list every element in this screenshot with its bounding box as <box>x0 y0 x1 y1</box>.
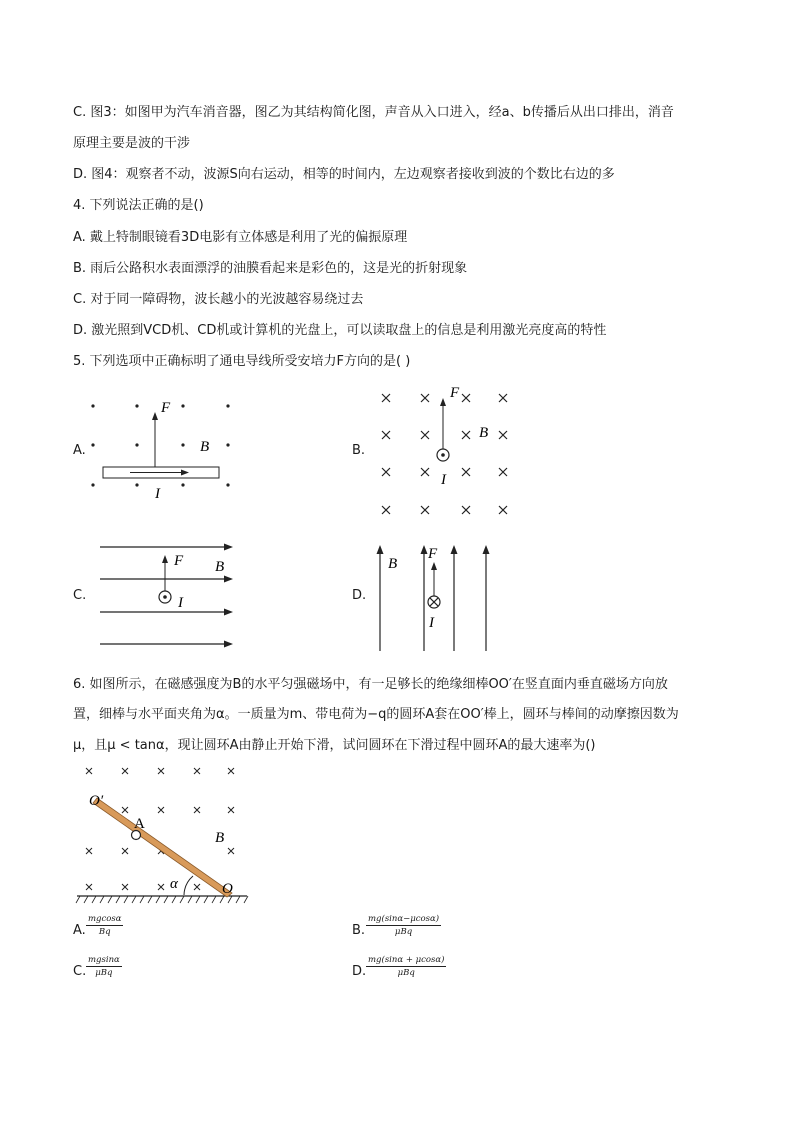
q6-stem-line3: μ，且μ < tanα，现让圆环A由静止开始下滑，试问圆环在下滑过程中圆环A的最大速率为() <box>73 738 596 753</box>
q3-option-c-line1: C. 图3：如图甲为汽车消音器，图乙为其结构简化图，声音从入口进入，经a、b传播后从出口排出，消音 <box>73 105 674 120</box>
q6-option-b-numerator: mg(sinα−μcosα) <box>368 914 440 924</box>
q5-figure-c <box>97 535 242 655</box>
q5b-current-label: I <box>441 472 446 488</box>
q6-option-a-numerator: mgcosα <box>88 914 122 924</box>
q6-label-field-b: B <box>215 830 225 846</box>
q5-figure-b <box>375 382 520 522</box>
q5c-field-label: B <box>215 559 225 575</box>
q5d-field-label: B <box>388 556 398 572</box>
q5-option-d-label: D. <box>352 588 367 603</box>
q6-option-d-fraction <box>366 955 446 978</box>
q6-option-c-label: C. <box>73 964 87 979</box>
q6-label-o: O <box>222 881 233 897</box>
q5-option-b-label: B. <box>352 443 366 458</box>
q5b-force-label: F <box>450 385 460 401</box>
q5d-current-label: I <box>429 615 434 631</box>
q6-option-b-denominator: μBq <box>394 927 413 937</box>
q4-option-c: C. 对于同一障碍物，波长越小的光波越容易绕过去 <box>73 292 364 307</box>
q3-option-d: D. 图4：观察者不动，波源S向右运动，相等的时间内，左边观察者接收到波的个数比右边的多 <box>73 167 615 182</box>
q6-option-a-fraction <box>86 914 123 937</box>
q5a-field-label: B <box>200 439 210 455</box>
q4-option-d: D. 激光照到VCD机、CD机或计算机的光盘上，可以读取盘上的信息是利用激光亮度高的特性 <box>73 323 607 338</box>
q4-option-a: A. 戴上特制眼镜看3D电影有立体感是利用了光的偏振原理 <box>73 230 408 245</box>
q6-option-b-fraction <box>366 914 441 937</box>
q6-label-o-prime: O′ <box>89 793 104 809</box>
q5-figure-d <box>372 538 497 656</box>
q6-option-c-numerator: mgsinα <box>88 955 120 965</box>
q5-stem: 5. 下列选项中正确标明了通电导线所受安培力F方向的是( ) <box>73 354 411 369</box>
q6-figure <box>72 760 252 905</box>
q6-option-d-denominator: μBq <box>397 968 415 978</box>
q5-option-a-label: A. <box>73 443 86 458</box>
q6-option-a-label: A. <box>73 923 86 938</box>
q6-option-b-label: B. <box>352 923 366 938</box>
q5-option-c-label: C. <box>73 588 87 603</box>
q5c-force-label: F <box>174 553 184 569</box>
q6-stem-line1: 6. 如图所示，在磁感强度为B的水平匀强磁场中，有一足够长的绝缘细棒OO′在竖直面内垂直磁场方向放 <box>73 677 668 692</box>
q6-option-a-denominator: Bq <box>98 927 111 937</box>
q6-label-ring-a: A <box>134 816 145 832</box>
q6-option-d-label: D. <box>352 964 367 979</box>
q5b-field-label: B <box>479 425 489 441</box>
q4-option-b: B. 雨后公路积水表面漂浮的油膜看起来是彩色的，这是光的折射现象 <box>73 261 468 276</box>
q5c-current-label: I <box>178 595 183 611</box>
q4-stem: 4. 下列说法正确的是() <box>73 198 204 213</box>
q6-option-c-denominator: μBq <box>95 968 113 978</box>
q5-figure-a <box>85 390 245 505</box>
q5a-force-label: F <box>161 400 171 416</box>
q6-option-d-numerator: mg(sinα + μcosα) <box>368 955 445 965</box>
q5d-force-label: F <box>428 546 438 562</box>
q6-stem-line2: 置，细棒与水平面夹角为α。一质量为m、带电荷为−q的圆环A套在OO′棒上，圆环与棒间的动摩擦因数为 <box>73 707 679 722</box>
q5a-current-label: I <box>155 486 160 502</box>
q6-option-c-fraction <box>86 955 122 978</box>
q6-label-angle-alpha: α <box>170 876 178 892</box>
q3-option-c-line2: 原理主要是波的干涉 <box>73 136 191 151</box>
